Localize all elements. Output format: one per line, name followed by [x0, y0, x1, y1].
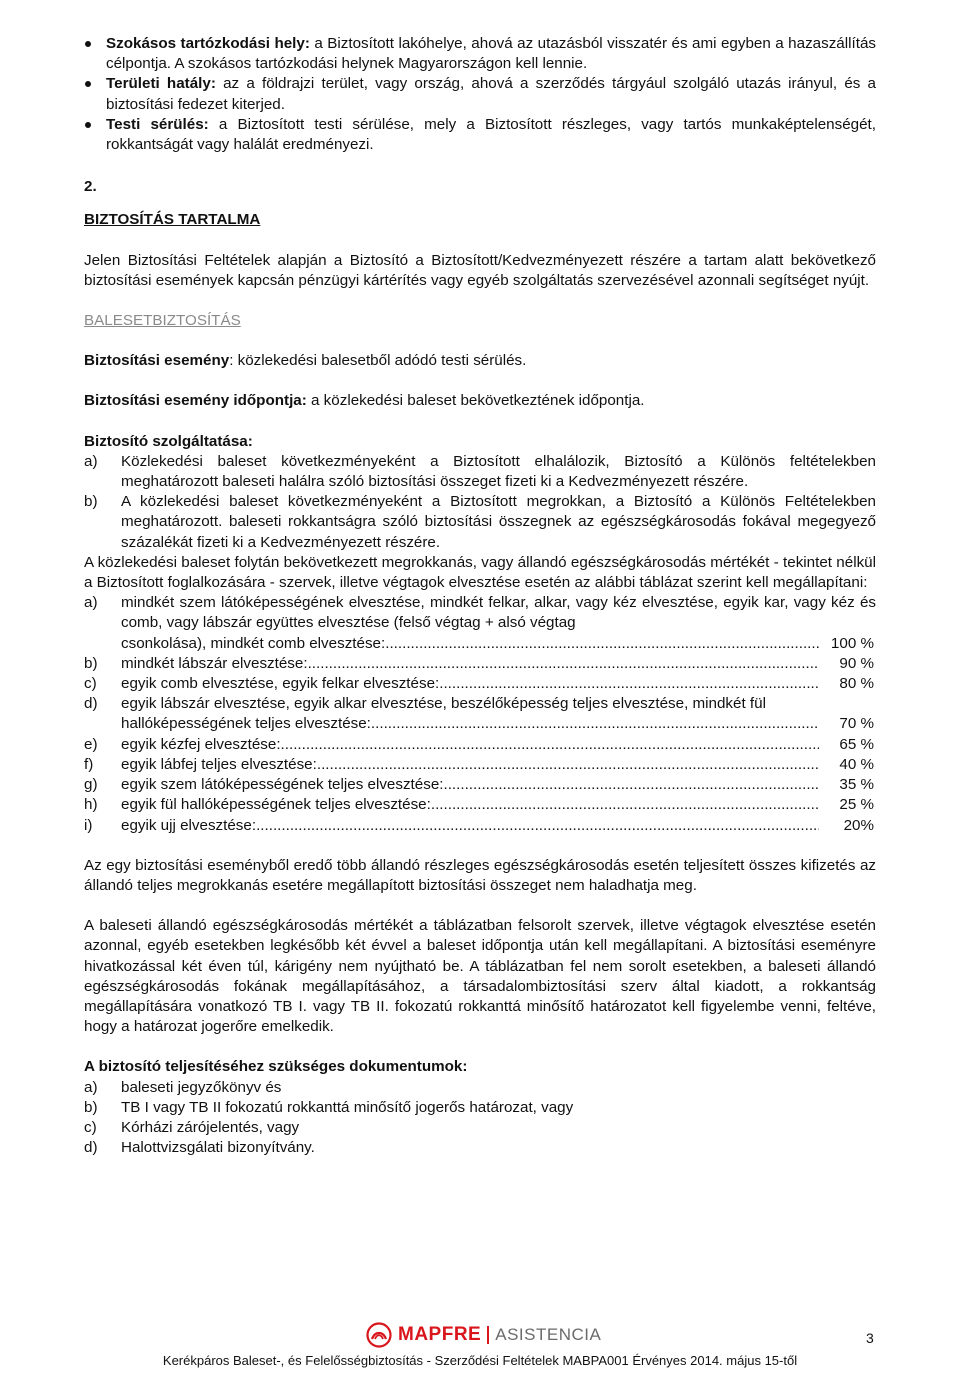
subsection-title: BALESETBIZTOSÍTÁS	[84, 312, 241, 330]
logo-sub-text: ASISTENCIA	[495, 1325, 602, 1344]
section-title: BIZTOSÍTÁS TARTALMA	[84, 211, 261, 229]
mapfre-logo	[366, 1322, 601, 1348]
definition-list	[84, 34, 876, 155]
disability-row: c) egyik comb elvesztése, egyik felkar elvesztése: ..... 80 %	[84, 674, 876, 694]
document-item: c) Kórházi zárójelentés, vagy	[84, 1118, 300, 1136]
disability-row: e) egyik kézfej elvesztése: ..... 65 %	[84, 735, 876, 755]
disability-row: g) egyik szem látóképességének teljes elvesztése: ..... 35 %	[84, 775, 876, 795]
mapfre-emblem-icon	[366, 1322, 392, 1348]
logo-brand-text: MAPFRE	[398, 1324, 482, 1345]
document-item: a) baleseti jegyzőkönyv és	[84, 1078, 282, 1096]
insurance-event: Biztosítási esemény: közlekedési balesetből adódó testi sérülés.	[84, 352, 527, 370]
document-body	[84, 34, 876, 1158]
definition-item: Területi hatály: az a földrajzi terület, vagy ország, ahová a szerződés tárgyául szolgáló utazás irányul, és a biztosítási fedezet kiterjed.	[84, 74, 876, 114]
service-item: a) Közlekedési baleset következményeként a Biztosított elhalálozik, Biztosító a Különös feltételekben meghatározott baleseti halálra szóló biztosítási összeget fizeti ki a Kedvezményezett részére.	[84, 452, 876, 491]
disability-row: i) egyik ujj elvesztése: ..... 20%	[84, 816, 876, 836]
service-title: Biztosító szolgáltatása:	[84, 432, 253, 450]
section-intro: Jelen Biztosítási Feltételek alapján a Biztosító a Biztosított/Kedvezményezett részére a tartam alatt bekövetkező biztosítási események kapcsán pénzügyi kártérítés vagy egyéb szolgáltatás szervezésével azonnali segítséget nyújt.	[84, 251, 876, 289]
section-number: 2.	[84, 178, 97, 196]
disability-row: h) egyik fül hallóképességének teljes elvesztése: ..... 25 %	[84, 795, 876, 815]
disability-row: a) mindkét szem látóképességének elvesztése, mindkét felkar, alkar, vagy kéz elvesztése, egyik kar, vagy kéz és comb, vagy lábszár együttes elvesztése (felső végtag + alsó végtag	[84, 594, 876, 632]
logo-divider	[487, 1326, 489, 1344]
disability-row: f) egyik lábfej teljes elvesztése: ..... 40 %	[84, 755, 876, 775]
documents-title: A biztosító teljesítéséhez szükséges dokumentumok:	[84, 1058, 468, 1076]
disability-row-continuation: hallóképességének teljes elvesztése: ..... 70 %	[84, 714, 876, 734]
paragraph-assessment: A baleseti állandó egészségkárosodás mértékét a táblázatban felsorolt szervek, illetve végtagok elvesztése esetén azonnal, egyéb esetekben legkésőbb két évvel a baleset időpontja után kell megállapítani. A biztosítási eseményre hivatkozással két éven túl, kárigény nem nyújtható be. A táblázatban fel nem sorolt esetekben, a baleseti állandó egészségkárosodás fokának megállapításához, a társadalombiztosítási szerv által kiadott, a rokkantság megállapítására vonatkozó TB I. vagy TB II. fokozatú rokkanttá minősítő határozatot kell figyelembe venni, feltéve, hogy a határozat jogerőre emelkedik.	[84, 917, 876, 1036]
definition-item: Szokásos tartózkodási hely: a Biztosított lakóhelye, ahová az utazásból visszatér és ami egyben a hazaszállítás célpontja. A szokásos tartózkodási helynek Magyarországon kell lennie.	[84, 34, 876, 74]
paragraph-max-payout: Az egy biztosítási eseményből eredő több állandó részleges egészségkárosodás esetén teljesített összes kifizetés az állandó teljes megrokkanás esetére megállapított biztosítási összeget nem haladhatja meg.	[84, 856, 876, 894]
footer-text: Kerékpáros Baleset-, és Felelősségbiztosítás - Szerződési Feltételek MABPA001 Érvényes 2014. május 15-től	[162, 1353, 798, 1368]
insurance-event-time: Biztosítási esemény időpontja: a közlekedési baleset bekövetkeztének időpontja.	[84, 392, 645, 410]
document-item: d) Halottvizsgálati bizonyítvány.	[84, 1139, 315, 1157]
disability-row: b) mindkét lábszár elvesztése: ..... 90 %	[84, 654, 876, 674]
disability-intro: A közlekedési baleset folytán bekövetkezett megrokkanás, vagy állandó egészségkárosodás mértékét - tekintet nélkül a Biztosított foglalkozására - szervek, illetve végtagok elvesztése esetén az alábbi táblázat szerint kell megállapítani:	[84, 553, 876, 592]
service-item: b) A közlekedési baleset következményeként a Biztosított megrokkan, a Biztosító a Különös Feltételekben meghatározott. baleseti rokkantságra szóló biztosítási összegnek az egészségkárosodás fokával megegyező százalékát fizeti ki a Kedvezményezett részére.	[84, 493, 876, 551]
page-number: 3	[866, 1330, 874, 1346]
document-item: b) TB I vagy TB II fokozatú rokkanttá minősítő jogerős határozat, vagy	[84, 1098, 574, 1116]
disability-row-continuation: csonkolása), mindkét comb elvesztése: ..... 100 %	[84, 634, 876, 654]
disability-row: d) egyik lábszár elvesztése, egyik alkar elvesztése, beszélőképesség teljes elvesztése, mindkét fül	[84, 695, 766, 713]
definition-item: Testi sérülés: a Biztosított testi sérülése, mely a Biztosított részleges, vagy tartós munkaképtelenségét, rokkantságát vagy halálát eredményezi.	[84, 115, 876, 155]
